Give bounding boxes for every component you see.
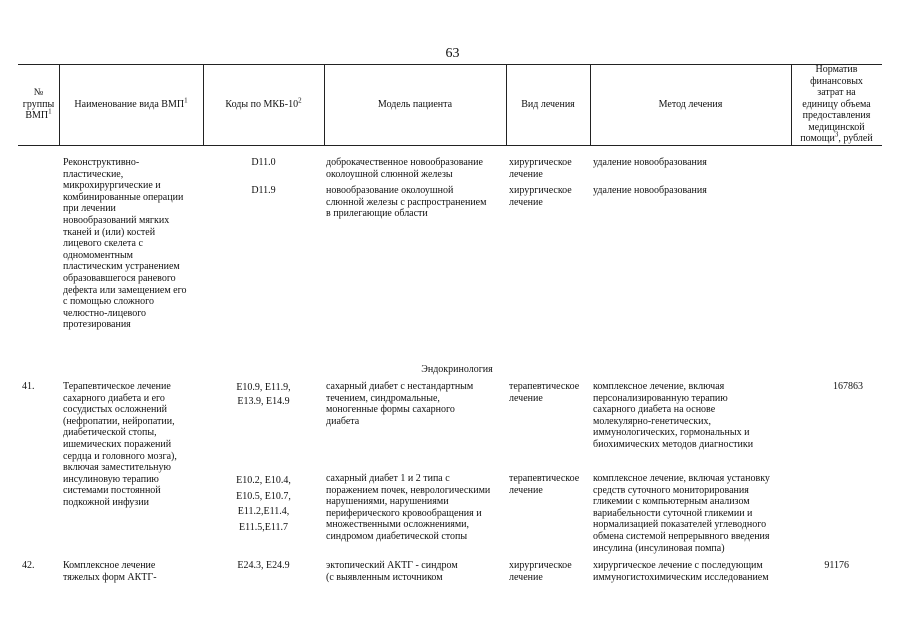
group-41-row-1-code: E10.9, E11.9, E13.9, E14.9 bbox=[236, 382, 291, 407]
group-42-row-1-code: E24.3, E24.9 bbox=[237, 560, 290, 571]
group-41-price: 167863 bbox=[833, 381, 863, 392]
group-42-name: Комплексное лечение тяжелых форм АКТГ- bbox=[63, 560, 157, 583]
continued-row-1-model: доброкачественное новообразование околоушной слюнной железы bbox=[326, 157, 483, 180]
header-group-number-text: № группы ВМП bbox=[22, 87, 55, 122]
header-norm-text: Норматив финансовых затрат на единицу объема предоставления медицинской помощи bbox=[800, 64, 871, 145]
group-42-row-1-type: хирургическое лечение bbox=[509, 560, 572, 583]
group-41-row-1-method: комплексное лечение, включая персонализированную терапию сахарного диабета на основе молекулярно-генетических, иммунологических, гормональных и биохимических методов диагностики bbox=[593, 381, 754, 450]
header-patient-model: Модель пациента bbox=[377, 98, 453, 110]
continued-row-1-code: D11.0 bbox=[251, 157, 276, 168]
header-vmp-name-text: Наименование вида ВМП bbox=[74, 98, 185, 110]
header-treatment-method: Метод лечения bbox=[658, 98, 723, 110]
group-41-row-1-type: терапевтическое лечение bbox=[509, 381, 580, 404]
continued-row-1-type: хирургическое лечение bbox=[509, 157, 572, 180]
group-42-price: 91176 bbox=[824, 560, 849, 571]
group-41-row-2-model: сахарный диабет 1 и 2 типа с поражением почек, неврологическими нарушениями, нарушениями периферического кровообращения и множественными осложнениями, синдромом диабетической стопы bbox=[326, 473, 491, 542]
continued-row-2-type: хирургическое лечение bbox=[509, 185, 572, 208]
continued-row-2-model: новообразование околоушной слюнной железы с распространением в прилегающие области bbox=[326, 185, 487, 220]
continued-group-name: Реконструктивно- пластические, микрохирургические и комбинированные операции при лечении новообразований мягких тканей и (или) костей лицевого скелета с одномоментным пластическим устранением образовавшегося раневого дефекта или замещением его с помощью сложного челюстно-лицевого протезирования bbox=[63, 157, 187, 331]
header-vmp-name-sup: 1 bbox=[184, 96, 188, 105]
header-bottom-border bbox=[18, 145, 882, 146]
group-41-number: 41. bbox=[22, 381, 35, 392]
group-42-row-1-method: хирургическое лечение с последующим иммуногистохимическим исследованием bbox=[593, 560, 769, 583]
header-norm-sup: 3 bbox=[834, 130, 839, 139]
continued-row-2-code: D11.9 bbox=[251, 185, 276, 196]
header-norm-suffix: , рублей bbox=[838, 133, 873, 145]
continued-row-1-method: удаление новообразования bbox=[593, 157, 707, 168]
header-norm bbox=[791, 64, 882, 145]
header-group-number-sup: 1 bbox=[48, 107, 52, 116]
group-41-row-2-type: терапевтическое лечение bbox=[509, 473, 580, 496]
continued-row-2-method: удаление новообразования bbox=[593, 185, 707, 196]
header-vmp-name bbox=[59, 64, 203, 145]
group-42-row-1-model: эктопический АКТГ - синдром (с выявленным источником bbox=[326, 560, 458, 583]
header-icd-codes-text: Коды по МКБ-10 bbox=[225, 98, 299, 110]
header-group-number bbox=[18, 64, 59, 145]
page-number: 63 bbox=[445, 46, 460, 61]
header-treatment-type: Вид лечения bbox=[521, 98, 575, 110]
group-41-row-1-model: сахарный диабет с нестандартным течением, синдромальные, моногенные формы сахарного диабета bbox=[326, 381, 474, 427]
header-icd-codes bbox=[203, 64, 324, 145]
group-42-number: 42. bbox=[22, 560, 35, 571]
group-41-name: Терапевтическое лечение сахарного диабета и его сосудистых осложнений (нефропатии, нейропатии, диабетической стопы, ишемических поражений сердца и головного мозга), включая заместительную инсулиновую терапию системами постоянной подкожной инфузии bbox=[63, 381, 177, 508]
group-41-row-2-method: комплексное лечение, включая установку средств суточного мониторирования гликемии с компьютерным анализом вариабельности суточной гликемии и нормализацией показателей углеводного обмена системой непрерывного введения инсулина (инсулиновая помпа) bbox=[593, 473, 770, 554]
header-icd-codes-sup: 2 bbox=[298, 96, 302, 105]
section-title: Эндокринология bbox=[421, 364, 493, 375]
group-41-row-2-code: E10.2, E10.4, E10.5, E10.7, E11.2,E11.4, E11.5,E11.7 bbox=[236, 475, 291, 533]
